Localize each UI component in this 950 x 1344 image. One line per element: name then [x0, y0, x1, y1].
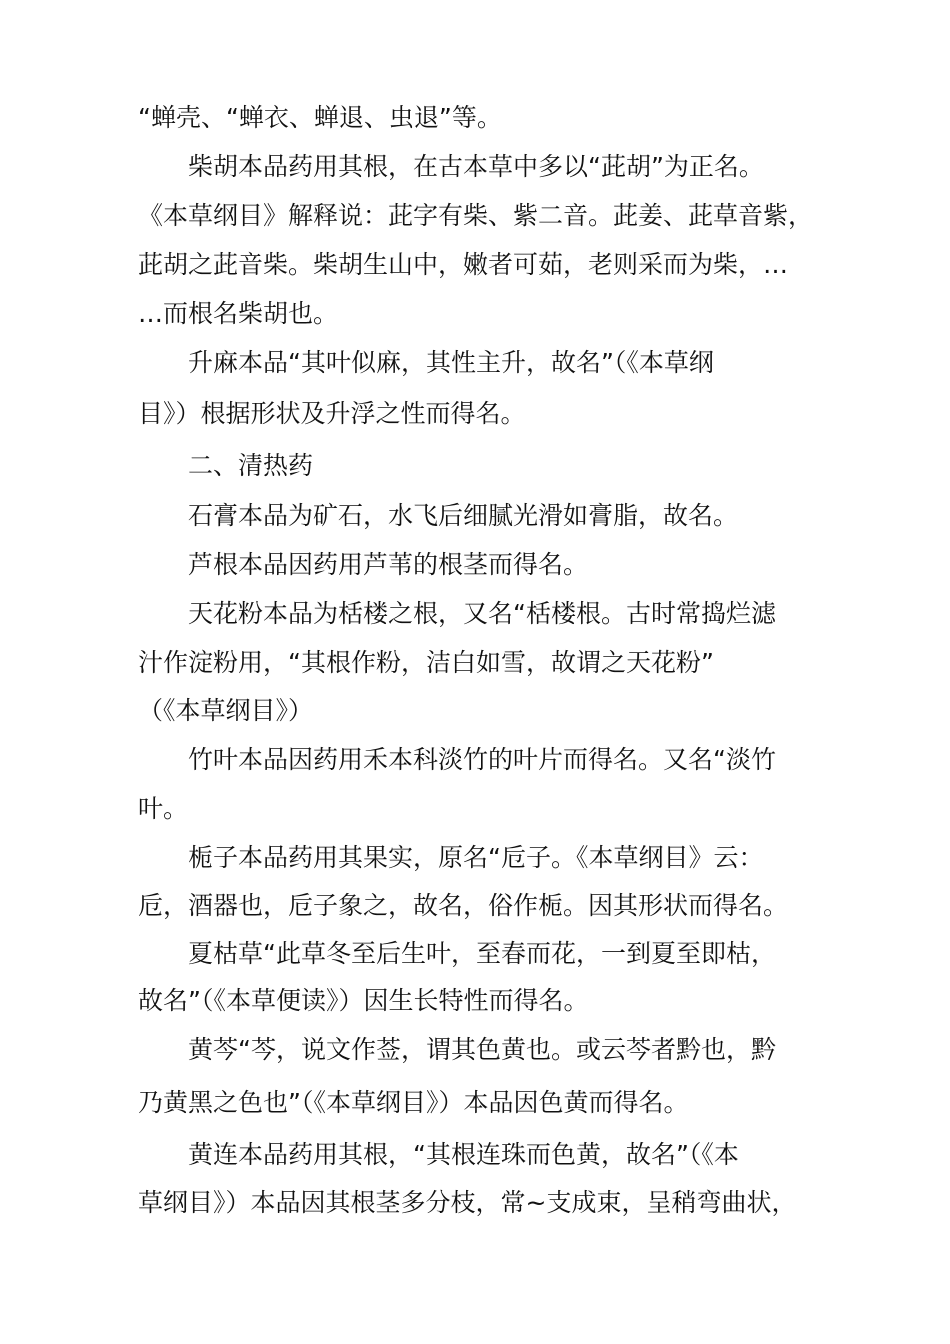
text-line: 故名”（《本草便读》）因生长特性而得名。 [138, 986, 589, 1015]
text-line: 茈胡之茈音柴。柴胡生山中，嫩者可茹，老则采而为柴，… [138, 250, 789, 279]
text-line: 乃黄黑之色也”（《本草纲目》）本品因色黄而得名。 [138, 1088, 689, 1117]
text-line: （《本草纲目》） [138, 696, 314, 725]
text-line: 目》）根据形状及升浮之性而得名。 [138, 399, 526, 428]
text-line: 竹叶本品因药用禾本科淡竹的叶片而得名。又名“淡竹 [188, 745, 776, 774]
text-line: 黄连本品药用其根，“其根连珠而色黄，故名”（《本 [188, 1140, 739, 1169]
text-line: 草纲目》）本品因其根茎多分枝，常~支成束，呈稍弯曲状， [138, 1188, 797, 1217]
text-line: 《本草纲目》解释说：茈字有柴、紫二音。茈姜、茈草音紫， [138, 201, 814, 230]
section-heading: 二、清热药 [188, 451, 314, 480]
text-line: “蝉壳、“蝉衣、蝉退、虫退”等。 [138, 103, 502, 132]
text-line: 叶。 [138, 794, 189, 823]
text-line: …而根名柴胡也。 [138, 299, 339, 328]
text-line: 黄芩“芩，说文作莶，谓其色黄也。或云芩者黔也，黔 [188, 1035, 776, 1064]
text-line: 天花粉本品为栝楼之根，又名“栝楼根。古时常捣烂滤 [188, 599, 776, 628]
text-line: 汁作淀粉用，“其根作粉，洁白如雪，故谓之天花粉” [138, 648, 714, 677]
text-line: 升麻本品“其叶似麻，其性主升，故名”（《本草纲 [188, 348, 714, 377]
text-line: 夏枯草“此草冬至后生叶，至春而花，一到夏至即枯， [188, 939, 776, 968]
text-line: 芦根本品因药用芦苇的根茎而得名。 [188, 550, 589, 579]
text-line: 卮，酒器也，卮子象之，故名，俗作栀。因其形状而得名。 [138, 891, 789, 920]
text-line: 柴胡本品药用其根，在古本草中多以“茈胡”为正名。 [188, 152, 764, 181]
text-line: 石膏本品为矿石，水飞后细腻光滑如膏脂，故名。 [188, 501, 739, 530]
text-line: 栀子本品药用其果实，原名“卮子。《本草纲目》云： [188, 843, 764, 872]
